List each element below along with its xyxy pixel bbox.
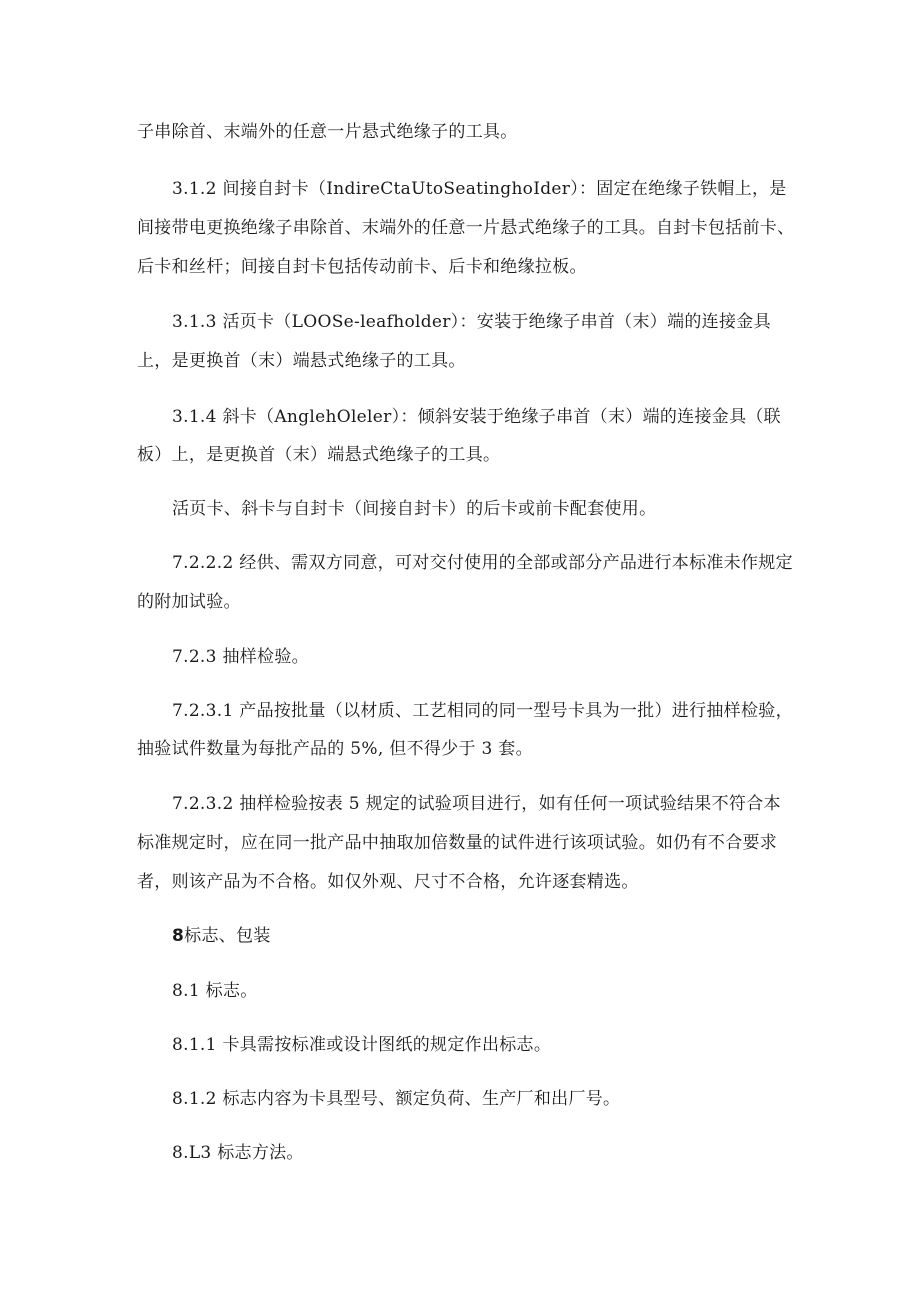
paragraph-text: 抽验试件数量为每批产品的 5%, 但不得少于 3 套。 bbox=[137, 739, 533, 759]
text-line bbox=[0, 1087, 920, 1111]
paragraph-text: 后卡和丝杆；间接自封卡包括传动前卡、后卡和绝缘拉板。 bbox=[137, 257, 587, 277]
paragraph-text: 标准规定时，应在同一批产品中抽取加倍数量的试件进行该项试验。如仍有不合要求 bbox=[137, 833, 778, 853]
text-line bbox=[0, 737, 920, 761]
text-line bbox=[0, 870, 920, 894]
paragraph-text: 8.1.1 卡具需按标准或设计图纸的规定作出标志。 bbox=[172, 1035, 552, 1055]
text-line bbox=[0, 405, 920, 429]
text-line bbox=[0, 699, 920, 723]
paragraph-text: 上，是更换首（末）端悬式绝缘子的工具。 bbox=[137, 351, 466, 371]
text-line bbox=[0, 551, 920, 575]
paragraph-text: 3.1.3 活页卡（LOOSe-leafholder）：安装于绝缘子串首（末）端的连接金具 bbox=[172, 312, 771, 332]
paragraph-text: 7.2.2.2 经供、需双方同意，可对交付使用的全部或部分产品进行本标准未作规定 bbox=[172, 553, 793, 573]
text-line bbox=[0, 831, 920, 855]
paragraph-text: 者，则该产品为不合格。如仅外观、尺寸不合格，允许逐套精选。 bbox=[137, 872, 639, 892]
text-line bbox=[0, 1141, 920, 1165]
section-title: 标志、包装 bbox=[184, 926, 271, 946]
paragraph-text: 活页卡、斜卡与自封卡（间接自封卡）的后卡或前卡配套使用。 bbox=[172, 499, 657, 519]
text-line bbox=[0, 792, 920, 816]
text-line bbox=[0, 1033, 920, 1057]
paragraph-text: 7.2.3.2 抽样检验按表 5 规定的试验项目进行，如有任何一项试验结果不符合本 bbox=[172, 794, 781, 814]
paragraph-text: 子串除首、末端外的任意一片悬式绝缘子的工具。 bbox=[137, 122, 518, 142]
text-line bbox=[0, 177, 920, 201]
paragraph-text: 7.2.3 抽样检验。 bbox=[172, 647, 309, 667]
paragraph-text: 板）上，是更换首（末）端悬式绝缘子的工具。 bbox=[137, 445, 501, 465]
text-line bbox=[0, 310, 920, 334]
text-line bbox=[0, 120, 920, 144]
text-line bbox=[0, 590, 920, 614]
paragraph-text: 8.1.2 标志内容为卡具型号、额定负荷、生产厂和出厂号。 bbox=[172, 1089, 621, 1109]
text-line bbox=[0, 443, 920, 467]
text-line bbox=[0, 349, 920, 373]
paragraph-text: 的附加试验。 bbox=[137, 592, 241, 612]
text-line bbox=[0, 255, 920, 279]
paragraph-text: 3.1.2 间接自封卡（IndireCtaUtoSeatinghoIder）：固定在绝缘子铁帽上，是 bbox=[172, 179, 787, 199]
text-line bbox=[0, 497, 920, 521]
text-line bbox=[0, 979, 920, 1003]
paragraph-text: 8.L3 标志方法。 bbox=[172, 1143, 304, 1163]
paragraph-text: 8.1 标志。 bbox=[172, 981, 258, 1001]
text-line bbox=[0, 216, 920, 240]
section-number: 8 bbox=[172, 926, 185, 946]
paragraph-text: 间接带电更换绝缘子串除首、末端外的任意一片悬式绝缘子的工具。自封卡包括前卡、 bbox=[137, 218, 795, 238]
section-heading bbox=[0, 924, 920, 948]
text-line bbox=[0, 645, 920, 669]
paragraph-text: 3.1.4 斜卡（AnglehOleler）：倾斜安装于绝缘子串首（末）端的连接金具（联 bbox=[172, 407, 781, 427]
paragraph-text: 7.2.3.1 产品按批量（以材质、工艺相同的同一型号卡具为一批）进行抽样检验， bbox=[172, 701, 793, 721]
